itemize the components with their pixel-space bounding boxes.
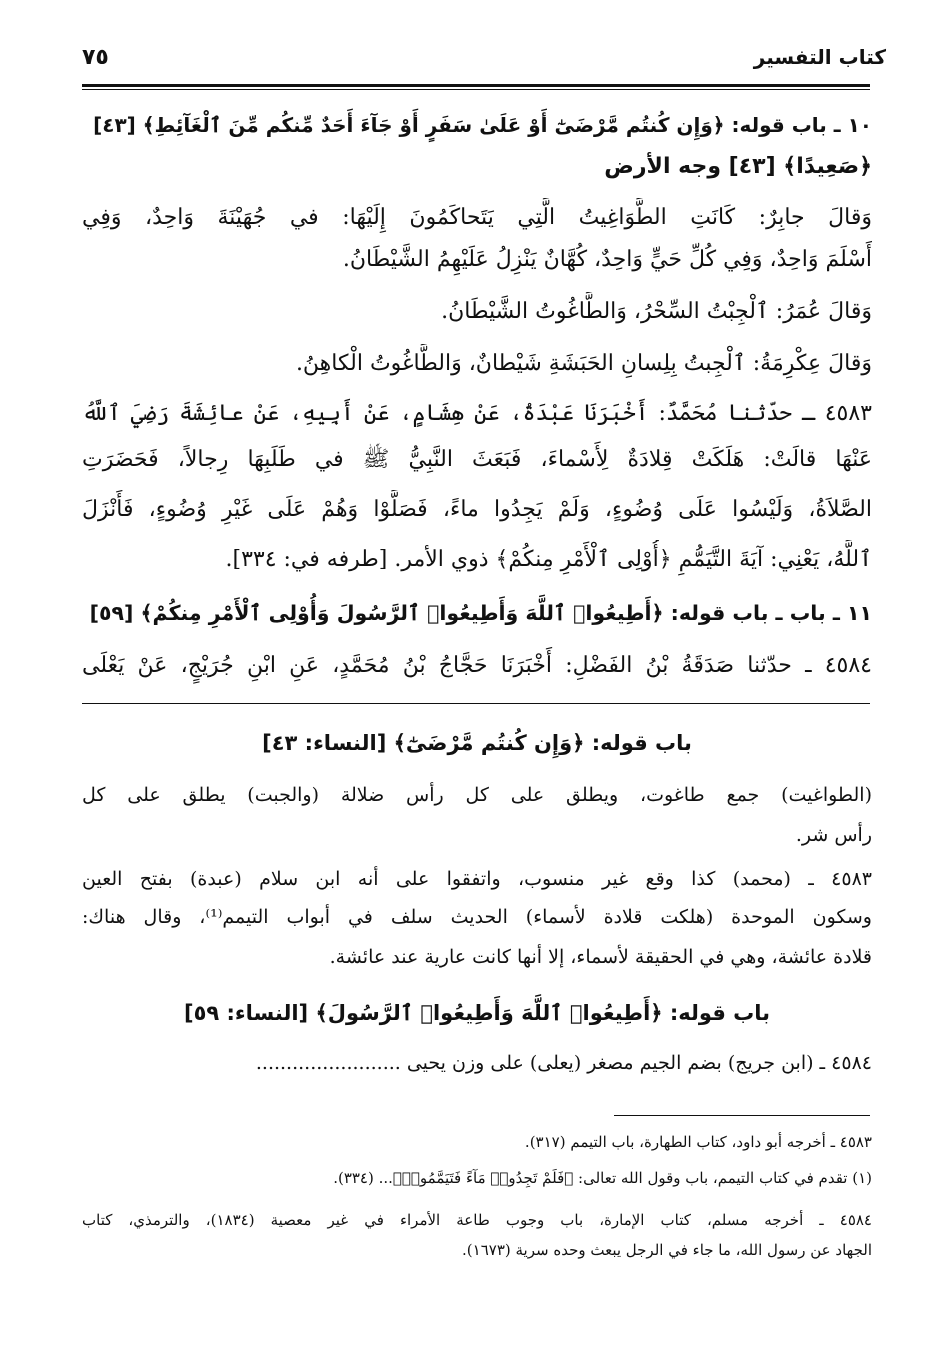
hadith-4583-line: عَنْهَا قالَتْ: هَلَكَتْ قِلادَةٌ لِأَسْماءَ، فَبَعَثَ النَّبِيُّ ﷺ في طَلَبِهَا رِجالاً، فَحَضَرَتِ (82, 447, 872, 472)
text-commentary-divider (82, 703, 870, 704)
header-rule-thin (82, 89, 870, 90)
chapter-heading-11: ١١ ـ باب ـ باب قوله: ﴿أَطِيعُوا۟ ٱللَّهَ وَأَطِيعُوا۟ ٱلرَّسُولَ وَأُوْلِى ٱلْأَمْرِ مِنكُمْ﴾ [٥٩] (89, 601, 872, 625)
text-line: وَقالَ عِكْرِمَةُ: ٱلْجِبتُ بِلِسانِ الحَبَشَةِ شَيْطانٌ، وَالطَّاغُوتُ الْكاهِنُ. (295, 351, 872, 376)
footnote: ٤٥٨٣ ـ أخرجه أبو داود، كتاب الطهارة، باب التيمم (٣١٧). (524, 1133, 872, 1151)
hadith-4583-line: الصَّلاَةُ، وَلَيْسُوا عَلَى وُضُوءٍ، وَلَمْ يَجِدُوا ماءً، فَصَلَّوْا وَهُمْ عَلَى غَيْرِ وُضُوءٍ، فَأَنْزَلَ (82, 497, 872, 522)
commentary-heading: باب قوله: ﴿أَطِيعُوا۟ ٱللَّهَ وَأَطِيعُوا۟ ٱلرَّسُولَ﴾ [النساء: ٥٩] (183, 1001, 771, 1025)
commentary-heading: باب قوله: ﴿وَإِن كُنتُم مَّرْضَىٰٓ﴾ [النساء: ٤٣] (262, 731, 692, 755)
commentary-line: ٤٥٨٣ ـ (محمد) كذا وقع غير منسوب، واتفقوا على أنه ابن سلام (عبدة) بفتح العين (82, 868, 872, 890)
hadith-4584-line: ٤٥٨٤ ـ حدّثنا صَدَقَةُ بْنُ الفَضْلِ: أَخْبَرَنَا حَجَّاجُ بْنُ مُحَمَّدٍ، عَنِ ابْنِ جُرَيْجٍ، عَنْ يَعْلَى (82, 653, 872, 678)
commentary-line: وسكون الموحدة (هلكت قلادة لأسماء) الحديث سلف في أبواب التيمم⁽¹⁾، وقال هناك: (82, 906, 872, 928)
commentary-line: (الطواغيت) جمع طاغوت، ويطلق على كل رأس ضلالة (والجبت) يطلق على كل (82, 784, 872, 806)
footnote: (١) تقدم في كتاب التيمم، باب وقول الله تعالى: ﴿فَلَمْ تَجِدُوا۟ مَآءً فَتَيَمَّمُوا۟﴾... (٣٣٤). (333, 1169, 872, 1187)
footnote: الجهاد عن رسول الله، ما جاء في الرجل يبعث وحده سرية (١٦٧٣). (462, 1241, 872, 1259)
chapter-heading-10: ١٠ ـ باب قوله: ﴿وَإِن كُنتُم مَّرْضَىٰٓ أَوْ عَلَىٰ سَفَرٍ أَوْ جَآءَ أَحَدٌ مِّنكُم مِّنَ ٱلْغَآئِطِ﴾ [٤٣] (93, 113, 872, 137)
hadith-4583-line: ٱللَّهُ، يَعْنِي: آيَةَ التَّيَمُّمِ ﴿أُوْلِى ٱلْأَمْرِ مِنكُمْ﴾ ذوي الأمر. [طرفه في: ٣٣٤]. (225, 547, 872, 572)
text-line: وَقالَ عُمَرُ: ٱلْجِبْتُ السِّحْرُ، وَالطَّاغُوتُ الشَّيْطَانُ. (441, 299, 872, 324)
chapter-heading-10-continued: ﴿صَعِيدًا﴾ [٤٣] وجه الأرض (604, 154, 872, 179)
commentary-line: قلادة عائشة، وهي في الحقيقة لأسماء، إلا أنها كانت عارية عند عائشة. (329, 946, 872, 968)
text-line: وَقالَ جابِرٌ: كَانَتِ الطَّوَاغِيتُ الَّتِي يَتَحاكَمُونَ إِلَيْهَا: في جُهَيْنَةَ وَاحِدٌ، وَفِي (82, 205, 872, 230)
running-header-title: كتاب التفسير (753, 45, 886, 69)
text-line: أَسْلَمَ وَاحِدٌ، وَفِي كُلِّ حَيٍّ وَاحِدٌ، كُهَّانٌ يَنْزِلُ عَلَيْهِمُ الشَّيْطَانُ. (342, 247, 872, 272)
commentary-line: رأس شر. (795, 824, 872, 846)
footnote-rule (614, 1115, 870, 1116)
commentary-line: ٤٥٨٤ ـ (ابن جريج) بضم الجيم مصغر (يعلى) على وزن يحيى ........................ (255, 1052, 872, 1074)
page-number: ٧٥ (82, 45, 109, 70)
header-rule (82, 84, 870, 87)
footnote: ٤٥٨٤ ـ أخرجه مسلم، كتاب الإمارة، باب وجوب طاعة الأمراء في غير معصية (١٨٣٤)، والترمذي، كتاب (82, 1211, 872, 1229)
hadith-4583-line: ٤٥٨٣ ـ حدّثنا مُحَمَّدٌ: أَخْبَرَنَا عَبْدَةُ، عَنْ هِشَامٍ، عَنْ أَبِيهِ، عَنْ عائِشَةَ رَضِيَ ٱللَّهُ (82, 401, 872, 426)
